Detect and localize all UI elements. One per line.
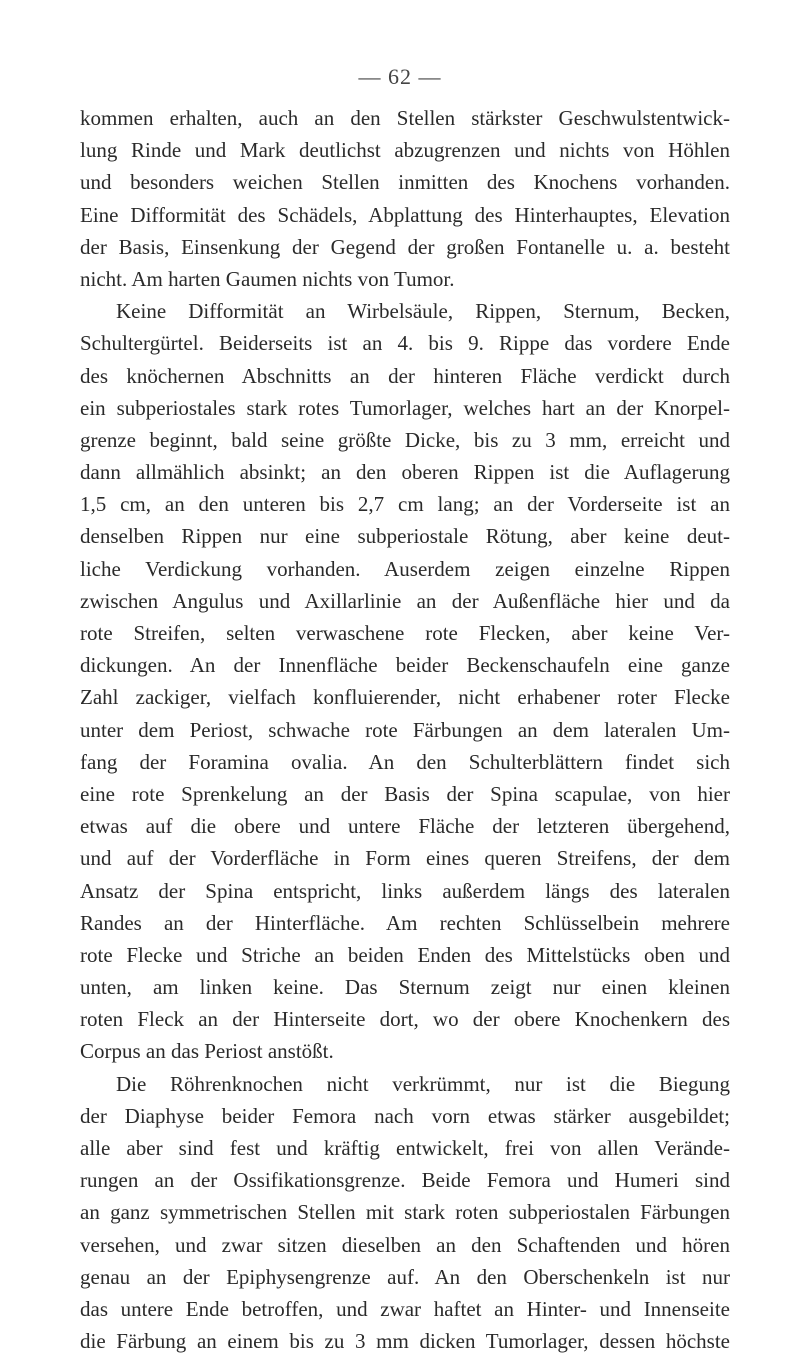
text-line: unter dem Periost, schwache rote Färbungen an dem lateralen Um- <box>80 717 730 742</box>
text-line: rungen an der Ossifikationsgrenze. Beide Femora und Humeri sind <box>80 1168 730 1193</box>
text-line: Eine Difformität des Schädels, Abplattung des Hinterhauptes, Elevation <box>80 202 730 227</box>
text-line: lung Rinde und Mark deutlichst abzugrenzen und nichts von Höhlen <box>80 138 730 163</box>
text-line: roten Fleck an der Hinterseite dort, wo der obere Knochenkern des <box>80 1007 730 1032</box>
text-line: Randes an der Hinterfläche. Am rechten Schlüsselbein mehrere <box>80 910 730 935</box>
text-line: fang der Foramina ovalia. An den Schulterblättern findet sich <box>80 749 730 774</box>
text-line: ein subperiostales stark rotes Tumorlager, welches hart an der Knorpel- <box>80 395 730 420</box>
paragraph-start: Die Röhrenknochen nicht verkrümmt, nur ist die Biegung <box>116 1071 730 1096</box>
text-line: an ganz symmetrischen Stellen mit stark roten subperiostalen Färbungen <box>80 1200 730 1225</box>
text-line: rote Streifen, selten verwaschene rote Flecken, aber keine Ver- <box>80 621 730 645</box>
text-line: Schultergürtel. Beiderseits ist an 4. bis 9. Rippe das vordere Ende <box>80 331 730 356</box>
text-line: eine rote Sprenkelung an der Basis der Spina scapulae, von hier <box>80 781 730 806</box>
text-line: nicht. Am harten Gaumen nichts von Tumor. <box>80 266 455 291</box>
text-line: dickungen. An der Innenfläche beider Beckenschaufeln eine ganze <box>80 653 730 678</box>
paragraph-start: Keine Difformität an Wirbelsäule, Rippen, Sternum, Becken, <box>116 299 730 324</box>
page-number: — 62 — <box>358 64 442 89</box>
text-line: versehen, und zwar sitzen dieselben an den Schaftenden und hören <box>80 1232 730 1257</box>
text-line: das untere Ende betroffen, und zwar haftet an Hinter- und Innenseite <box>80 1296 730 1321</box>
text-line: Corpus an das Periost anstößt. <box>80 1039 334 1064</box>
text-line: genau an der Epiphysengrenze auf. An den Oberschenkeln ist nur <box>80 1264 730 1289</box>
text-line: 1,5 cm, an den unteren bis 2,7 cm lang; an der Vorderseite ist an <box>80 492 730 517</box>
text-line: denselben Rippen nur eine subperiostale Rötung, aber keine deut- <box>80 524 730 549</box>
text-line: zwischen Angulus und Axillarlinie an der Außenfläche hier und da <box>80 588 730 613</box>
text-line: der Basis, Einsenkung der Gegend der großen Fontanelle u. a. besteht <box>80 234 730 259</box>
text-line: alle aber sind fest und kräftig entwickelt, frei von allen Verände- <box>80 1136 730 1160</box>
text-line: unten, am linken keine. Das Sternum zeigt nur einen kleinen <box>80 975 730 1000</box>
body-text <box>80 102 730 1357</box>
text-line: Ansatz der Spina entspricht, links außerdem längs des lateralen <box>80 878 730 903</box>
text-line: dann allmählich absinkt; an den oberen Rippen ist die Auflagerung <box>80 460 730 485</box>
text-line: rote Flecke und Striche an beiden Enden des Mittelstücks oben und <box>80 942 730 967</box>
text-line: der Diaphyse beider Femora nach vorn etwas stärker ausgebildet; <box>80 1103 730 1128</box>
text-line: Zahl zackiger, vielfach konfluierender, nicht erhabener roter Flecke <box>80 685 730 710</box>
text-line: kommen erhalten, auch an den Stellen stärkster Geschwulstentwick- <box>80 106 730 130</box>
text-line: und besonders weichen Stellen inmitten des Knochens vorhanden. <box>80 170 730 195</box>
text-line: und auf der Vorderfläche in Form eines queren Streifens, der dem <box>80 846 730 871</box>
text-line: etwas auf die obere und untere Fläche der letzteren übergehend, <box>80 814 730 839</box>
text-line: liche Verdickung vorhanden. Auserdem zeigen einzelne Rippen <box>80 556 730 581</box>
text-line: die Färbung an einem bis zu 3 mm dicken Tumorlager, dessen höchste <box>80 1329 730 1354</box>
text-line: des knöchernen Abschnitts an der hinteren Fläche verdickt durch <box>80 363 730 388</box>
text-line: grenze beginnt, bald seine größte Dicke, bis zu 3 mm, erreicht und <box>80 427 730 452</box>
